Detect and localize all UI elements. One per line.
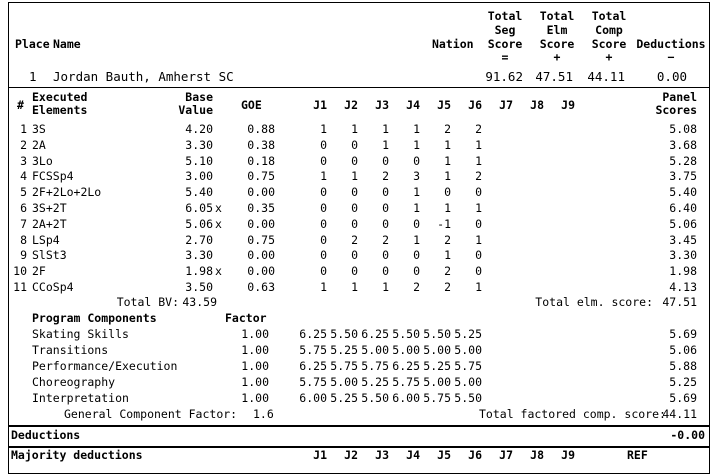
element-goe: 0.38 (247, 137, 275, 152)
component-judge-score: 5.50 (392, 327, 420, 341)
component-name: Performance/Execution (32, 359, 178, 373)
element-panel-score: 5.06 (669, 216, 697, 231)
element-judge-score: 0 (444, 185, 451, 200)
component-judge-score: 6.25 (392, 359, 420, 373)
component-factor-label: General Component Factor: (64, 407, 238, 421)
component-judge-score: 6.00 (392, 391, 420, 405)
element-panel-score: 5.08 (669, 122, 697, 136)
element-bonus-mark: x (215, 216, 222, 231)
element-base-value: 3.50 (185, 280, 213, 294)
element-goe: 0.88 (247, 122, 275, 136)
element-bonus-mark: x (215, 264, 222, 279)
element-name: FCSSp4 (32, 169, 74, 184)
element-panel-score: 6.40 (669, 201, 697, 215)
element-judge-score: 0 (351, 185, 358, 200)
judge-header-j2: J2 (344, 98, 358, 112)
element-judge-score: 1 (382, 122, 389, 136)
component-judge-score: 5.75 (299, 343, 327, 357)
element-goe: 0.35 (247, 201, 275, 215)
comp-score-header-op: + (605, 50, 613, 64)
majority-judge-j9: J9 (561, 448, 575, 462)
majority-judge-j5: J5 (437, 448, 451, 462)
judge-header-j3: J3 (375, 98, 389, 112)
element-judge-score: 0 (320, 185, 327, 200)
skater-seg-score: 91.62 (485, 69, 523, 84)
component-judge-score: 5.00 (454, 375, 482, 389)
seg-score-header-op: = (501, 50, 509, 64)
component-judge-score: 5.00 (423, 343, 451, 357)
component-judge-score: 5.75 (330, 359, 358, 373)
divider (9, 425, 709, 427)
element-judge-score: 1 (320, 280, 327, 294)
skater-deductions: 0.00 (656, 69, 687, 84)
element-panel-score: 3.75 (669, 169, 697, 184)
element-num: 1 (20, 122, 27, 136)
component-name: Skating Skills (32, 327, 129, 341)
element-judge-score: 0 (413, 248, 420, 263)
panel-header-1: Panel (662, 90, 697, 104)
skater-elm-score: 47.51 (535, 69, 573, 84)
element-judge-score: 0 (351, 201, 358, 215)
component-judge-score: 5.00 (361, 343, 389, 357)
base-header-1: Base (185, 90, 213, 104)
element-judge-score: 1 (320, 122, 327, 136)
element-judge-score: 1 (413, 201, 420, 215)
element-judge-score: 0 (475, 264, 482, 279)
element-judge-score: 0 (413, 153, 420, 168)
element-name: 2F+2Lo+2Lo (32, 185, 102, 200)
elm-score-header-3: Score (539, 37, 575, 51)
element-goe: 0.00 (247, 248, 275, 263)
element-goe: 0.00 (247, 264, 275, 279)
component-panel-score: 5.25 (669, 375, 697, 389)
component-panel-score: 5.06 (669, 343, 697, 357)
element-num: 9 (20, 248, 27, 263)
element-num: 2 (20, 137, 27, 152)
comp-score-header-2: Comp (595, 23, 623, 37)
element-judge-score: 0 (413, 264, 420, 279)
element-judge-score: 0 (382, 201, 389, 215)
component-factor: 1.00 (241, 327, 269, 341)
element-name: 3S (32, 122, 46, 136)
element-panel-score: 1.98 (669, 264, 697, 279)
place-header: Place (15, 37, 50, 51)
element-judge-score: 2 (351, 232, 358, 247)
element-name: 2A (32, 137, 46, 152)
majority-judge-j6: J6 (468, 448, 482, 462)
element-base-value: 2.70 (185, 232, 213, 247)
element-judge-score: 0 (475, 216, 482, 231)
element-num: 7 (20, 216, 27, 231)
element-num: 11 (13, 280, 27, 294)
judge-header-j5: J5 (437, 98, 451, 112)
element-goe: 0.18 (247, 153, 275, 168)
component-judge-score: 5.75 (361, 359, 389, 373)
component-judge-score: 5.00 (392, 343, 420, 357)
element-name: 3Lo (32, 153, 53, 168)
element-judge-score: 0 (413, 216, 420, 231)
element-judge-score: 0 (382, 185, 389, 200)
element-judge-score: 1 (444, 248, 451, 263)
element-judge-score: 2 (444, 264, 451, 279)
element-judge-score: -1 (437, 216, 451, 231)
element-name: 2F (32, 264, 46, 279)
comp-score-header-3: Score (591, 37, 627, 51)
element-num: 4 (20, 169, 27, 184)
elm-score-header-1: Total (539, 9, 575, 23)
seg-score-header-1: Total (487, 9, 523, 23)
element-judge-score: 2 (475, 122, 482, 136)
element-judge-score: 0 (382, 153, 389, 168)
judge-header-j7: J7 (499, 98, 513, 112)
component-judge-score: 5.50 (330, 327, 358, 341)
elm-score-header-2: Elm (546, 23, 568, 37)
majority-label: Majority deductions (11, 448, 143, 462)
base-header-2: Value (178, 103, 213, 117)
element-judge-score: 2 (382, 169, 389, 184)
element-judge-score: 1 (444, 153, 451, 168)
element-judge-score: 0 (320, 137, 327, 152)
element-panel-score: 5.40 (669, 185, 697, 200)
element-goe: 0.75 (247, 232, 275, 247)
total-elm-label: Total elm. score: (535, 295, 653, 309)
majority-judge-j1: J1 (313, 448, 327, 462)
comp-score-header-1: Total (591, 9, 627, 23)
component-judge-score: 5.25 (423, 359, 451, 373)
component-judge-score: 5.25 (454, 327, 482, 341)
element-judge-score: 0 (475, 185, 482, 200)
element-judge-score: 1 (475, 153, 482, 168)
component-factor: 1.00 (241, 375, 269, 389)
element-judge-score: 0 (382, 248, 389, 263)
element-judge-score: 0 (351, 216, 358, 231)
majority-judge-j4: J4 (406, 448, 420, 462)
component-judge-score: 5.50 (361, 391, 389, 405)
component-panel-score: 5.88 (669, 359, 697, 373)
element-judge-score: 0 (475, 248, 482, 263)
elm-score-header-op: + (553, 50, 561, 64)
element-judge-score: 1 (351, 122, 358, 136)
component-name: Transitions (32, 343, 109, 357)
element-judge-score: 1 (320, 169, 327, 184)
element-judge-score: 0 (320, 264, 327, 279)
element-judge-score: 0 (351, 137, 358, 152)
goe-header: GOE (241, 98, 262, 112)
total-elm-value: 47.51 (662, 295, 697, 309)
element-num: 5 (20, 185, 27, 200)
element-name: 3S+2T (32, 201, 67, 215)
deductions-value: -0.00 (670, 428, 705, 442)
element-goe: 0.63 (247, 280, 275, 294)
element-judge-score: 1 (413, 232, 420, 247)
element-judge-score: 2 (475, 169, 482, 184)
judge-header-j4: J4 (406, 98, 420, 112)
element-num: 10 (13, 264, 27, 279)
element-num: 6 (20, 201, 27, 215)
component-name: Interpretation (32, 391, 129, 405)
component-judge-score: 6.00 (299, 391, 327, 405)
judge-header-j1: J1 (313, 98, 327, 112)
element-base-value: 4.20 (185, 122, 213, 136)
num-header: # (17, 98, 24, 112)
element-judge-score: 1 (351, 280, 358, 294)
element-judge-score: 0 (320, 201, 327, 215)
majority-judge-j8: J8 (530, 448, 544, 462)
component-judge-score: 5.25 (361, 375, 389, 389)
component-judge-score: 6.25 (299, 327, 327, 341)
element-judge-score: 0 (320, 248, 327, 263)
majority-judge-j2: J2 (344, 448, 358, 462)
components-title: Program Components (32, 311, 157, 325)
element-name: CCoSp4 (32, 280, 74, 294)
component-judge-score: 5.75 (454, 359, 482, 373)
name-header: Name (53, 37, 81, 51)
executed-header-1: Executed (32, 90, 88, 104)
element-base-value: 3.00 (185, 169, 213, 184)
element-judge-score: 0 (382, 264, 389, 279)
element-judge-score: 3 (413, 169, 420, 184)
judge-header-j6: J6 (468, 98, 482, 112)
factor-header: Factor (225, 311, 267, 325)
element-goe: 0.00 (247, 185, 275, 200)
component-judge-score: 5.75 (423, 391, 451, 405)
divider (9, 87, 709, 88)
element-panel-score: 3.30 (669, 248, 697, 263)
factored-comp-value: 44.11 (662, 407, 697, 421)
element-judge-score: 2 (444, 232, 451, 247)
element-bonus-mark: x (215, 201, 222, 215)
component-judge-score: 5.50 (454, 391, 482, 405)
element-judge-score: 1 (475, 201, 482, 215)
deductions-label: Deductions (11, 428, 81, 442)
element-name: 2A+2T (32, 216, 67, 231)
element-judge-score: 1 (382, 137, 389, 152)
element-judge-score: 1 (382, 280, 389, 294)
component-judge-score: 5.00 (423, 375, 451, 389)
component-factor: 1.00 (241, 343, 269, 357)
element-base-value: 6.05 (185, 201, 213, 215)
score-sheet (8, 2, 710, 474)
component-panel-score: 5.69 (669, 327, 697, 341)
element-judge-score: 0 (320, 216, 327, 231)
element-name: LSp4 (32, 232, 60, 247)
element-num: 3 (20, 153, 27, 168)
element-base-value: 3.30 (185, 137, 213, 152)
seg-score-header-2: Seg (494, 23, 516, 37)
nation-header: Nation (432, 37, 474, 51)
element-judge-score: 1 (444, 137, 451, 152)
element-name: SlSt3 (32, 248, 67, 263)
component-judge-score: 5.25 (330, 391, 358, 405)
deductions-header-op: − (667, 50, 675, 64)
component-judge-score: 5.00 (454, 343, 482, 357)
majority-ref: REF (627, 448, 648, 462)
element-judge-score: 0 (320, 153, 327, 168)
element-judge-score: 1 (413, 185, 420, 200)
element-judge-score: 1 (413, 137, 420, 152)
element-judge-score: 1 (413, 122, 420, 136)
element-judge-score: 1 (444, 169, 451, 184)
factored-comp-label: Total factored comp. score: (479, 407, 666, 421)
component-judge-score: 5.00 (330, 375, 358, 389)
element-judge-score: 0 (382, 216, 389, 231)
majority-judge-j3: J3 (375, 448, 389, 462)
deductions-header: Deductions (636, 37, 706, 51)
component-factor: 1.00 (241, 391, 269, 405)
element-base-value: 3.30 (185, 248, 213, 263)
element-judge-score: 1 (475, 137, 482, 152)
element-judge-score: 0 (320, 232, 327, 247)
component-factor-value: 1.6 (253, 407, 274, 421)
element-judge-score: 0 (351, 153, 358, 168)
executed-header-2: Elements (32, 103, 88, 117)
element-judge-score: 2 (382, 232, 389, 247)
total-bv-value: 43.59 (182, 295, 217, 309)
component-judge-score: 5.50 (423, 327, 451, 341)
skater-name: Jordan Bauth, Amherst SC (53, 69, 234, 84)
element-judge-score: 2 (413, 280, 420, 294)
element-goe: 0.00 (247, 216, 275, 231)
element-panel-score: 5.28 (669, 153, 697, 168)
component-judge-score: 6.25 (299, 359, 327, 373)
component-judge-score: 6.25 (361, 327, 389, 341)
seg-score-header-3: Score (487, 37, 523, 51)
total-bv-label: Total BV: (116, 295, 179, 309)
element-judge-score: 1 (351, 169, 358, 184)
element-judge-score: 1 (475, 280, 482, 294)
element-judge-score: 0 (351, 248, 358, 263)
element-num: 8 (20, 232, 27, 247)
skater-place: 1 (29, 69, 37, 84)
element-judge-score: 2 (444, 122, 451, 136)
component-panel-score: 5.69 (669, 391, 697, 405)
element-base-value: 5.06 (185, 216, 213, 231)
component-judge-score: 5.75 (392, 375, 420, 389)
judge-header-j8: J8 (530, 98, 544, 112)
component-name: Choreography (32, 375, 116, 389)
element-base-value: 5.10 (185, 153, 213, 168)
component-judge-score: 5.25 (330, 343, 358, 357)
element-judge-score: 1 (475, 232, 482, 247)
element-goe: 0.75 (247, 169, 275, 184)
element-judge-score: 0 (351, 264, 358, 279)
element-panel-score: 3.68 (669, 137, 697, 152)
element-base-value: 1.98 (185, 264, 213, 279)
component-judge-score: 5.75 (299, 375, 327, 389)
component-factor: 1.00 (241, 359, 269, 373)
element-base-value: 5.40 (185, 185, 213, 200)
element-panel-score: 3.45 (669, 232, 697, 247)
majority-judge-j7: J7 (499, 448, 513, 462)
element-judge-score: 2 (444, 280, 451, 294)
element-panel-score: 4.13 (669, 280, 697, 294)
judge-header-j9: J9 (561, 98, 575, 112)
skater-comp-score: 44.11 (587, 69, 625, 84)
element-judge-score: 1 (444, 201, 451, 215)
panel-header-2: Scores (655, 103, 697, 117)
